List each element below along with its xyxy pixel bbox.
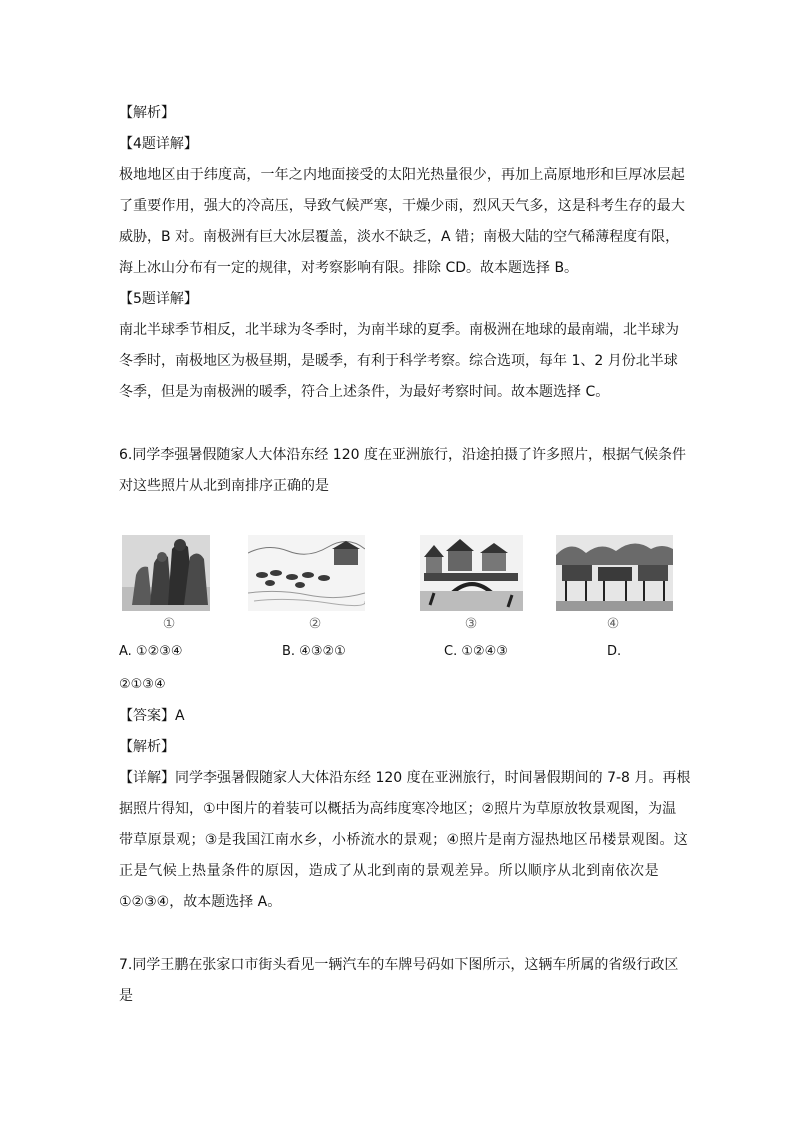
option-d: D.: [607, 644, 622, 659]
q5-text-line: 冬季，但是为南极洲的暖季，符合上述条件，为最好考察时间。故本题选择 C。: [119, 384, 610, 400]
q6-detail-line: 据照片得知，①中图片的着装可以概括为高纬度寒冷地区；②照片为草原放牧景观图，为温: [119, 801, 677, 817]
photo-caption-1: ①: [162, 616, 176, 632]
q6-stem-line: 对这些照片从北到南排序正确的是: [119, 478, 329, 494]
q7-stem-line: 7.同学王鹏在张家口市街头看见一辆汽车的车牌号码如下图所示，这辆车所属的省级行政区: [119, 957, 679, 973]
q4-heading: 【4题详解】: [119, 136, 198, 152]
answer-label: 【答案】A: [119, 708, 185, 724]
option-b: B. ④③②①: [282, 644, 346, 659]
photo-caption-3: ③: [464, 616, 478, 632]
photo-2-grassland-herding: [248, 535, 365, 611]
q6-detail-line: 正是气候上热量条件的原因，造成了从北到南的景观差异。所以顺序从北到南依次是: [119, 863, 660, 879]
q4-text-line: 海上冰山分布有一定的规律，对考察影响有限。排除 CD。故本题选择 B。: [119, 260, 579, 276]
photo-caption-2: ②: [308, 616, 322, 632]
q6-detail-line: 带草原景观；③是我国江南水乡，小桥流水的景观；④照片是南方湿热地区吊楼景观图。这: [119, 832, 689, 848]
option-c: C. ①②④③: [444, 644, 508, 659]
q6-stem-line: 6.同学李强暑假随家人大体沿东经 120 度在亚洲旅行，沿途拍摄了许多照片，根据气候条件: [119, 447, 686, 463]
section-label-jiexi: 【解析】: [119, 105, 175, 121]
photo-4-stilt-houses: [556, 535, 673, 611]
q6-detail-line: 【详解】同学李强暑假随家人大体沿东经 120 度在亚洲旅行，时间暑假期间的 7-8 月。再根: [119, 770, 691, 786]
option-a: A. ①②③④: [119, 644, 183, 659]
q4-text-line: 了重要作用，强大的冷高压，导致气候严寒，干燥少雨，烈风天气多，这是科考生存的最大: [119, 198, 685, 214]
q5-heading: 【5题详解】: [119, 291, 198, 307]
q5-text-line: 冬季时，南极地区为极昼期，是暖季，有利于科学考察。综合选项，每年 1、2 月份北半球: [119, 353, 678, 369]
q6-detail-line: ①②③④，故本题选择 A。: [119, 894, 282, 910]
section-label-jiexi: 【解析】: [119, 739, 175, 755]
q4-text-line: 极地地区由于纬度高，一年之内地面接受的太阳光热量很少，再加上高原地形和巨厚冰层起: [119, 167, 685, 183]
photo-3-jiangnan-water-town: [420, 535, 523, 611]
option-d-continued: ②①③④: [119, 677, 166, 692]
q4-text-line: 威胁，B 对。南极洲有巨大冰层覆盖，淡水不缺乏，A 错；南极大陆的空气稀薄程度有限，: [119, 229, 680, 245]
photo-caption-4: ④: [606, 616, 620, 632]
photo-1-cold-region: [122, 535, 210, 611]
q5-text-line: 南北半球季节相反，北半球为冬季时，为南半球的夏季。南极洲在地球的最南端，北半球为: [119, 322, 679, 338]
q7-stem-line: 是: [119, 988, 133, 1004]
